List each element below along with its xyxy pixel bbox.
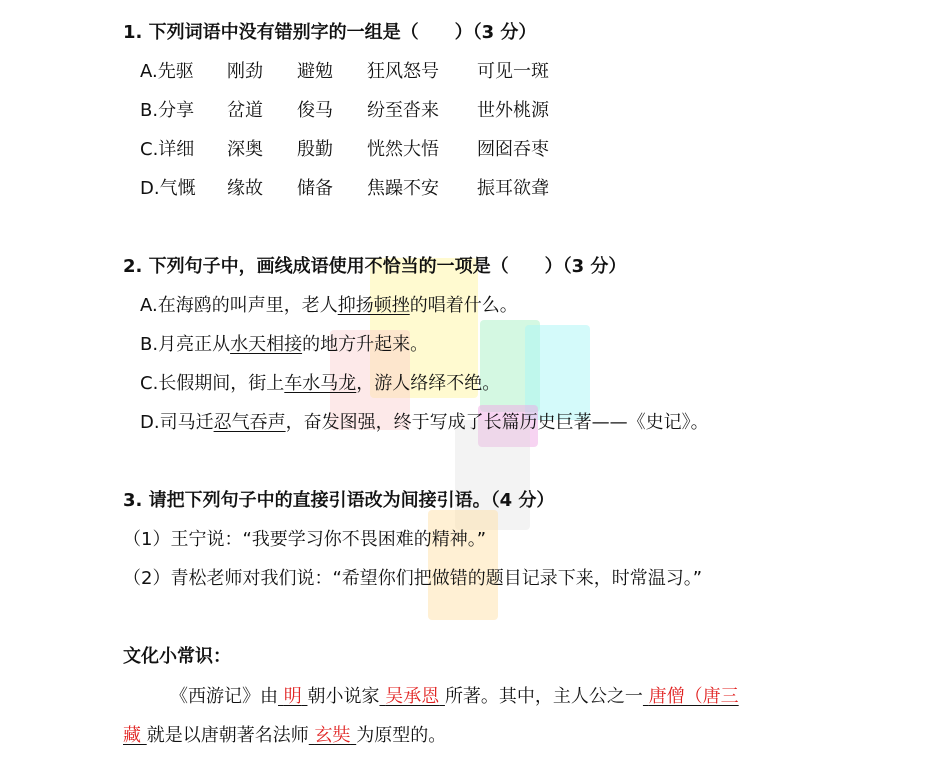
q1-option-a-word5: 可见一斑 (477, 61, 549, 82)
q1-option-b-word1: B.分享 (140, 100, 195, 121)
q1-option-a-word1: A.先驱 (140, 61, 194, 82)
q2-option-a (140, 295, 518, 317)
q2-option-c-idiom: 车水马龙 (284, 373, 357, 394)
q1-option-b-word2: 岔道 (227, 100, 263, 121)
q1-option-b-word3: 俊马 (297, 100, 333, 121)
q2-option-d (140, 412, 709, 434)
q2-option-a-post: 的唱着什么。 (409, 295, 518, 316)
q1-option-d-word1: D.气慨 (140, 178, 196, 199)
q1-option-b-word5: 世外桃源 (477, 100, 549, 121)
q1-option-d (140, 178, 640, 200)
q1-option-a-word2: 刚劲 (227, 61, 263, 82)
q3-title: 3. 请把下列句子中的直接引语改为间接引语。（4 分） (123, 490, 555, 511)
q1-option-c-word5: 囫囵吞枣 (477, 139, 549, 160)
culture-heading: 文化小常识： (123, 646, 231, 667)
q1-option-c-word2: 深奥 (227, 139, 263, 160)
q1-option-c-word3: 殷勤 (297, 139, 333, 160)
culture-line-2 (123, 725, 446, 747)
q1-option-c (140, 139, 640, 161)
culture-answer-monk: 玄奘 (314, 725, 351, 746)
culture-answer-author: 吴承恩 (385, 686, 440, 707)
q3-item-1: （1）王宁说：“我要学习你不畏困难的精神。” (123, 529, 487, 550)
culture-line-1 (170, 686, 739, 708)
q2-option-c-post: ，游人络绎不绝。 (356, 373, 501, 394)
culture-seg-1: 《西游记》由 (170, 686, 278, 707)
q2-option-d-idiom: 忍气吞声 (213, 412, 286, 433)
q1-option-a (140, 61, 640, 83)
q1-option-c-word1: C.详细 (140, 139, 195, 160)
q1-title: 1. 下列词语中没有错别字的一组是（ ）（3 分） (123, 22, 537, 43)
culture-seg-4: 就是以唐朝著名法师 (146, 725, 309, 746)
q2-title: 2. 下列句子中，画线成语使用不恰当的一项是（ ）（3 分） (123, 256, 627, 277)
q2-option-c-pre: C.长假期间，街上 (140, 373, 285, 394)
q3-item-2: （2）青松老师对我们说：“希望你们把做错的题目记录下来，时常温习。” (123, 568, 703, 589)
q2-option-d-pre: D.司马迁 (140, 412, 214, 433)
q2-option-b-pre: B.月亮正从 (140, 334, 231, 355)
culture-seg-3: 所著。其中，主人公之一 (444, 686, 643, 707)
q1-option-d-word2: 缘故 (227, 178, 263, 199)
q1-option-a-word4: 狂风怒号 (367, 61, 439, 82)
q1-option-c-word4: 恍然大悟 (367, 139, 439, 160)
q2-option-a-pre: A.在海鸥的叫声里，老人 (140, 295, 338, 316)
q1-option-a-word3: 避勉 (297, 61, 333, 82)
q1-option-d-word3: 储备 (297, 178, 333, 199)
culture-answer-protagonist: 唐僧（唐三 (648, 686, 739, 707)
q2-option-b-post: 的地方升起来。 (302, 334, 429, 355)
q2-option-b (140, 334, 428, 356)
q1-option-b (140, 100, 640, 122)
q2-option-c (140, 373, 500, 395)
culture-seg-2: 朝小说家 (307, 686, 380, 707)
culture-answer-dynasty: 明 (283, 686, 302, 707)
q1-option-b-word4: 纷至沓来 (367, 100, 439, 121)
culture-seg-5: 为原型的。 (356, 725, 447, 746)
q1-option-d-word4: 焦躁不安 (367, 178, 439, 199)
q2-option-a-idiom: 抑扬顿挫 (337, 295, 410, 316)
q2-option-b-idiom: 水天相接 (230, 334, 303, 355)
q1-option-d-word5: 振耳欲聋 (477, 178, 549, 199)
culture-answer-protagonist-cont: 藏 (123, 725, 141, 746)
q2-option-d-post: ，奋发图强，终于写成了长篇历史巨著——《史记》。 (285, 412, 709, 433)
